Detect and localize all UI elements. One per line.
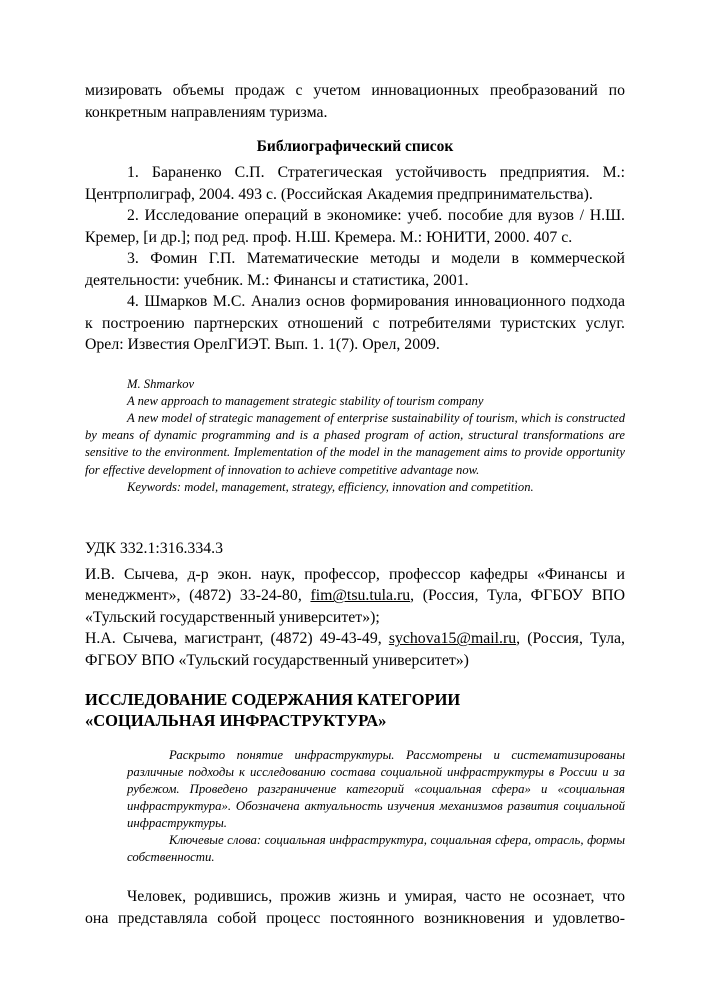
article-title: [85, 689, 625, 731]
author-1-email-link[interactable]: fim@tsu.tula.ru: [310, 587, 411, 605]
body-line: Человек, родившись, прожив жизнь и умирая, часто не осознает, что: [127, 888, 625, 906]
bibliography-title: Библиографический список: [256, 138, 454, 155]
article-title-line: «СОЦИАЛЬНАЯ ИНФРАСТРУКТУРА»: [85, 711, 387, 731]
author-1-affiliation: , (Россия, Тула, ФГБОУ ВПО «Тульский государственный университет»);: [85, 587, 625, 626]
abstract-author: M. Shmarkov: [127, 376, 195, 391]
author-2: [85, 628, 625, 671]
bibliography-item: 3. Фомин Г.П. Математические методы и модели в коммерческой деятельности: учебник. М.: Финансы и статистика, 2001.: [85, 250, 625, 289]
authors-block: [85, 564, 625, 672]
russian-abstract-text: Раскрыто понятие инфраструктуры. Рассмотрены и систематизированы различные подходы к исследованию состава социальной инфраструктуры в России и за рубежом. Проведено разграничение категорий «социальная сфера» и «социальная инфраструктура». Обозначена актуальность изучения механизмов развития социальной инфраструктуры.: [127, 748, 625, 831]
english-abstract: [85, 376, 625, 496]
article-body: [85, 886, 625, 930]
author-2-email-link[interactable]: sychova15@mail.ru: [388, 630, 517, 648]
russian-abstract-keywords: Ключевые слова: социальная инфраструктура, социальная сфера, отрасль, формы собственности.: [127, 833, 625, 865]
body-line: она представляла собой процесс постоянного возникновения и удовлетво-: [85, 910, 625, 928]
intro-line: конкретным направлениям туризма.: [85, 104, 328, 121]
abstract-title: A new approach to management strategic stability of tourism company: [127, 393, 484, 408]
bibliography-item: 4. Шмарков М.С. Анализ основ формирования инновационного подхода к построению партнерских отношений с потребителями туристских услуг. Орел: Известия ОрелГИЭТ. Вып. 1. 1(7). Орел, 2009.: [85, 293, 625, 353]
author-2-affiliation: , (Россия, Тула, ФГБОУ ВПО «Тульский государственный университет»): [85, 630, 625, 669]
author-1: [85, 564, 625, 629]
bibliography-item: 2. Исследование операций в экономике: учеб. пособие для вузов / Н.Ш. Кремер, [и др.]; под ред. проф. Н.Ш. Кремера. М.: ЮНИТИ, 2000. 407 с.: [85, 207, 625, 246]
author-1-info: И.В. Сычева, д-р экон. наук, профессор, профессор кафедры «Финансы и менеджмент», (4872) 33-24-80,: [85, 565, 625, 605]
bibliography-item: 1. Бараненко С.П. Стратегическая устойчивость предприятия. М.: Центрполиграф, 2004. 493 с. (Российская Академия предпринимательства).: [85, 164, 625, 203]
page: [85, 80, 625, 930]
udk-code: УДК 332.1:316.334.3: [85, 539, 223, 557]
author-2-info: Н.А. Сычева, магистрант, (4872) 49-43-49,: [85, 630, 389, 648]
bibliography-list: [85, 162, 625, 356]
intro-line: мизировать объемы продаж с учетом инновационных преобразований по: [85, 82, 625, 99]
abstract-keywords: Keywords: model, management, strategy, efficiency, innovation and competition.: [127, 479, 534, 494]
abstract-text: A new model of strategic management of enterprise sustainability of tourism, which is constructed by means of dynamic programming and is a phased program of action, structural transformations are sensitive to the environment. Implementation of the model in the management aims to provide opportunity for effective development of innovation to achieve competitive advantage now.: [85, 410, 625, 477]
intro-paragraph: [85, 80, 625, 124]
article-title-line: ИССЛЕДОВАНИЕ СОДЕРЖАНИЯ КАТЕГОРИИ: [85, 690, 461, 710]
russian-abstract: [127, 747, 625, 866]
